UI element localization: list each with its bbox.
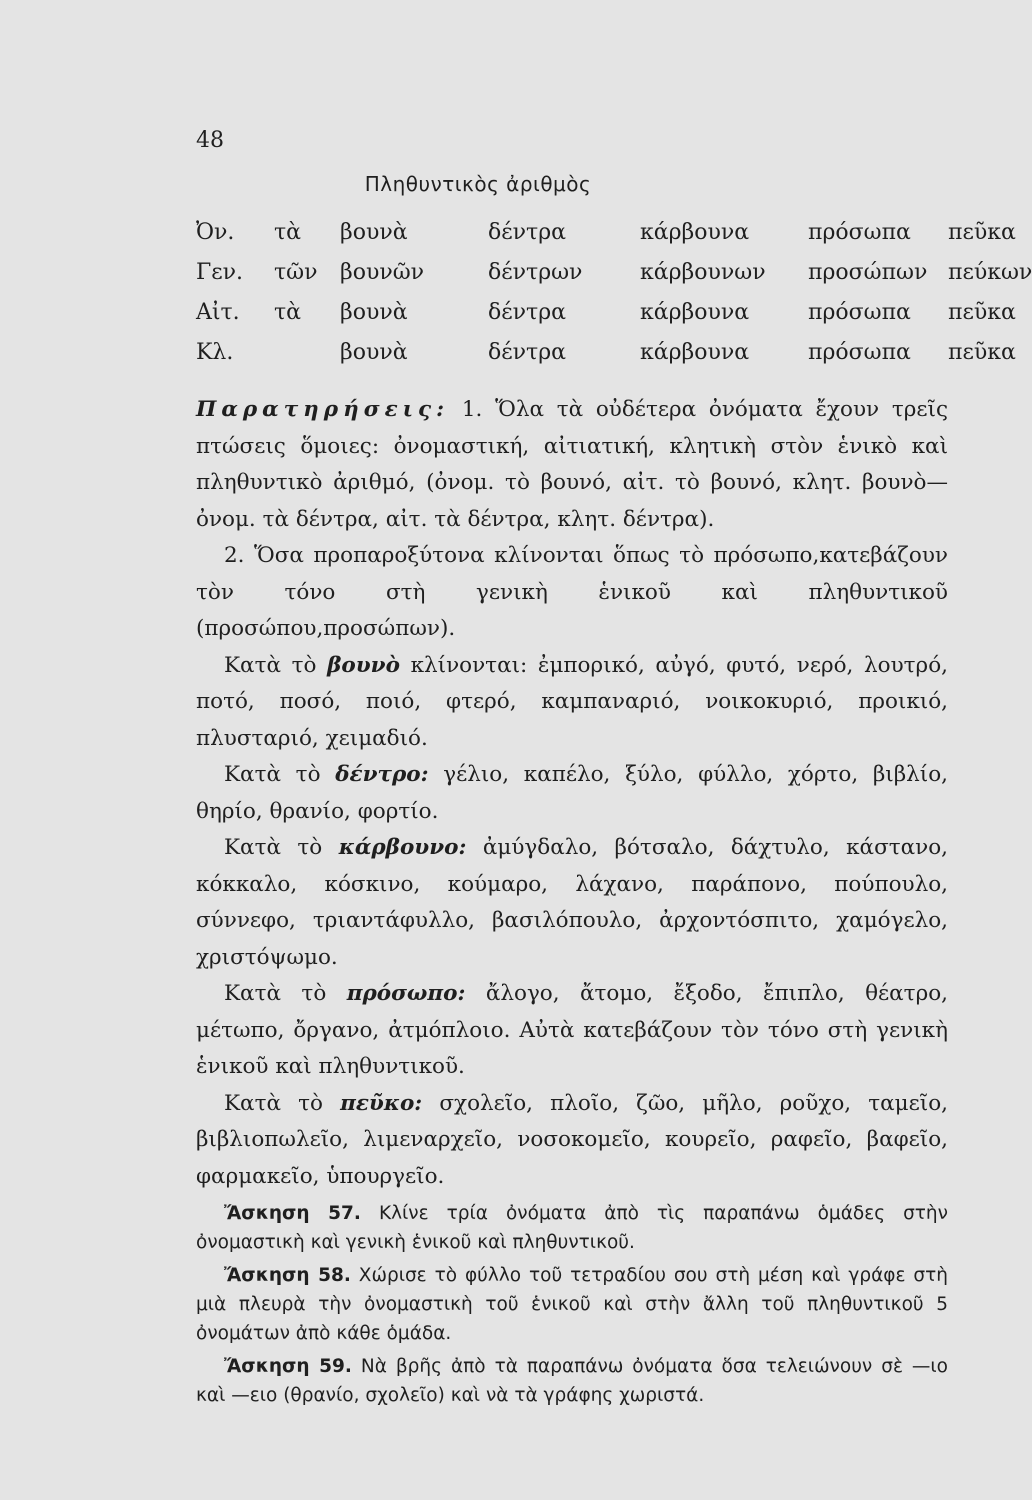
article: τὰ	[274, 300, 302, 325]
remarks-label: Παρατηρήσεις:	[196, 397, 450, 422]
form: βουνῶν	[340, 260, 425, 285]
form: δέντρα	[488, 220, 566, 245]
exercise-label: Ἄσκηση 57.	[224, 1203, 361, 1224]
group-lemma: πεῦκο:	[340, 1090, 423, 1116]
form: πρόσωπα	[808, 300, 911, 325]
group-prefix: Κατὰ τὸ	[224, 652, 317, 678]
form: κάρβουνα	[640, 340, 750, 365]
group-pefko	[196, 1086, 948, 1196]
form: βουνὰ	[340, 340, 408, 365]
form: πεῦκα	[948, 300, 1016, 325]
exercise-text: Νὰ βρῆς ἀπὸ τὰ παραπάνω ὀνόματα ὅσα τελειώνουν σὲ —ιο καὶ —ειο (θρανίο, σχολεῖο) καὶ νὰ τὰ γράφης χωριστά.	[196, 1356, 948, 1406]
group-text: γέλιο, καπέλο, ξύλο, φύλλο, χόρτο, βιβλίο, θηρίο, θρανίο, φορτίο.	[196, 762, 948, 824]
group-lemma: πρόσωπο:	[346, 981, 466, 1006]
group-prosopo	[196, 976, 948, 1086]
group-text: ἀμύγδαλο, βότσαλο, δάχτυλο, κάστανο, κόκκαλο, κόσκινο, κούμαρο, λάχανο, παράπονο, πούπουλο, σύννεφο, τριαντάφυλλο, βασιλόπουλο, ἀρχοντόσπιτο, χαμόγελο, χριστόψωμο.	[196, 835, 949, 970]
form: πεύκων	[948, 260, 1032, 285]
group-text: ἄλογο, ἄτομο, ἔξοδο, ἔπιπλο, θέατρο, μέτωπο, ὄργανο, ἀτμόπλοιο. Αὐτὰ κατεβάζουν τὸν τόνο στὴ γενικὴ ἑνικοῦ καὶ πληθυντικοῦ.	[196, 981, 948, 1079]
case-label: Ὀν.	[196, 220, 235, 245]
group-lemma: δέντρο:	[335, 762, 429, 787]
group-prefix: Κατὰ τὸ	[224, 981, 327, 1006]
form: κάρβουνα	[640, 300, 750, 325]
exercise-58	[196, 1261, 948, 1348]
group-prefix: Κατὰ τὸ	[224, 762, 321, 787]
exercise-label: Ἄσκηση 59.	[224, 1356, 352, 1377]
form: πεῦκα	[948, 340, 1016, 365]
remark-2: 2. Ὅσα προπαροξύτονα κλίνονται ὅπως τὸ πρόσωπο,κατεβάζουν τὸν τόνο στὴ γενικὴ ἑνικοῦ καὶ πληθυντικοῦ (προσώπου,προσώπων).	[196, 543, 948, 641]
group-prefix: Κατὰ τὸ	[224, 835, 323, 860]
exercise-text: Χώρισε τὸ φύλλο τοῦ τετραδίου σου στὴ μέση καὶ γράφε στὴ μιὰ πλευρὰ τὴν ὀνομαστικὴ τοῦ ἑνικοῦ καὶ στὴν ἄλλη τοῦ πληθυντικοῦ 5 ὀνομάτων ἀπὸ κάθε ὁμάδα.	[196, 1265, 948, 1344]
section-heading: Πληθυντικὸς ἀριθμὸς	[364, 172, 592, 196]
page-number: 48	[196, 128, 224, 153]
article: τὰ	[274, 220, 302, 245]
case-label: Αἰτ.	[196, 300, 240, 325]
group-dentro	[196, 757, 948, 830]
form: δέντρα	[488, 300, 566, 325]
exercise-59	[196, 1352, 948, 1410]
group-text: σχολεῖο, πλοῖο, ζῶο, μῆλο, ροῦχο, ταμεῖο, βιβλιοπωλεῖο, λιμεναρχεῖο, νοσοκομεῖο, κουρεῖο, ραφεῖο, βαφεῖο, φαρμακεῖο, ὑπουργεῖο.	[196, 1090, 948, 1189]
form: προσώπων	[808, 260, 928, 285]
form: κάρβουνων	[640, 260, 766, 285]
exercise-57	[196, 1199, 948, 1257]
group-text: κλίνονται: ἐμπορικό, αὐγό, φυτό, νερό, λουτρό, ποτό, ποσό, ποιό, φτερό, καμπαναριό, νοικοκυριό, προικιό, πλυσταριό, χειμαδιό.	[196, 652, 948, 751]
form: βουνὰ	[340, 220, 408, 245]
case-label: Γεν.	[196, 260, 244, 285]
remark-1	[196, 392, 948, 538]
exercise-label: Ἄσκηση 58.	[224, 1265, 351, 1286]
exercise-text: Κλίνε τρία ὀνόματα ἀπὸ τὶς παραπάνω ὁμάδες στὴν ὀνομαστικὴ καὶ γενικὴ ἑνικοῦ καὶ πληθυντικοῦ.	[196, 1203, 948, 1253]
form: πεῦκα	[948, 220, 1016, 245]
form: πρόσωπα	[808, 220, 911, 245]
article: τῶν	[274, 260, 318, 285]
form: κάρβουνα	[640, 220, 750, 245]
case-label: Κλ.	[196, 340, 234, 365]
group-bouno	[196, 648, 948, 758]
body-text	[196, 392, 948, 1410]
form: δέντρα	[488, 340, 566, 365]
form: πρόσωπα	[808, 340, 911, 365]
group-lemma: βουνὸ	[327, 652, 400, 678]
remark-1-text: 1. Ὅλα τὰ οὐδέτερα ὀνόματα ἔχουν τρεῖς πτώσεις ὅμοιες: ὀνομαστική, αἰτιατική, κλητικὴ στὸν ἑνικὸ καὶ πληθυντικὸ ἀριθμό, (ὀνομ. τὸ βουνό, αἰτ. τὸ βουνό, κλητ. βουνὸ—ὀνομ. τὰ δέντρα, αἰτ. τὰ δέντρα, κλητ. δέντρα).	[196, 397, 948, 532]
form: δέντρων	[488, 260, 583, 285]
group-lemma: κάρβουνο:	[338, 835, 467, 860]
group-karvouno	[196, 830, 948, 976]
form: βουνὰ	[340, 300, 408, 325]
group-prefix: Κατὰ τὸ	[224, 1090, 323, 1116]
